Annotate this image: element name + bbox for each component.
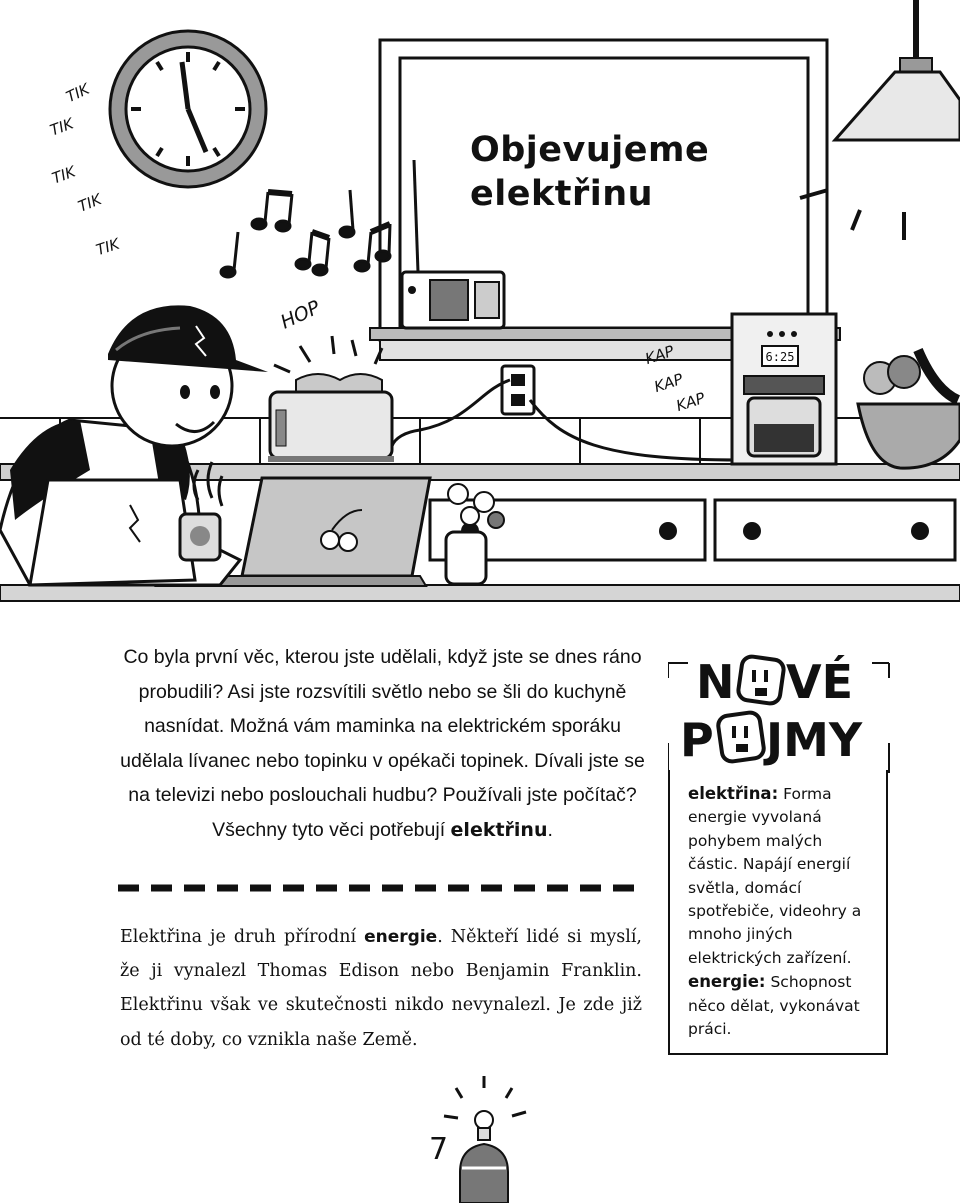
sfx-tik: TIK: [49, 162, 78, 188]
sfx-tik: TIK: [93, 234, 122, 260]
toaster: [268, 336, 394, 462]
wall-clock: [110, 31, 266, 187]
intro-end: .: [547, 818, 553, 841]
face-icon: [737, 655, 785, 704]
title-line-2: elektřinu: [470, 174, 654, 214]
glossary-heading-p: P: [680, 713, 714, 767]
coffee-maker-clock-display: 6:25: [765, 350, 795, 364]
page-title: [470, 128, 770, 216]
glossary-heading-jmy: JMY: [766, 713, 863, 767]
glossary-header: [668, 648, 890, 773]
sfx-tik: TIK: [47, 114, 76, 140]
sfx-tik: TIK: [75, 190, 104, 216]
coffee-maker: [732, 314, 836, 464]
sfx-kap: KAP: [651, 369, 686, 397]
sfx-tik: TIK: [63, 79, 93, 107]
glossary-term: elektřina:: [688, 784, 779, 803]
intro-paragraph: [110, 640, 655, 847]
dashed-divider: [118, 884, 641, 892]
face-icon: [717, 711, 765, 762]
sfx-kap: KAP: [642, 341, 677, 369]
glossary-box: [668, 770, 888, 1055]
body-paragraph: [120, 920, 642, 1057]
light-bulb-icon: [440, 1076, 532, 1203]
intro-keyword: elektřinu: [450, 818, 548, 841]
person: [0, 305, 268, 585]
glossary-heading-ve: VÉ: [786, 655, 854, 709]
glossary-heading-n: N: [696, 655, 735, 709]
body-text-1: Elektřina je druh přírodní: [120, 927, 365, 947]
music-notes: [221, 190, 390, 277]
sfx-kap: KAP: [673, 388, 708, 416]
body-text-2: . Někteří lidé si myslí, že ji vynalezl Thomas Edison nebo Benjamin Franklin. Elektřinu však ve skutečnosti nikdo nevynalezl. Je zde již od té doby, co vznikla naše Země.: [120, 927, 642, 1050]
title-line-1: Objevujeme: [470, 130, 710, 170]
body-keyword: energie: [364, 927, 438, 947]
glossary-term: energie:: [688, 972, 766, 992]
glossary-definition: Forma energie vyvolaná pohybem malých částic. Napájí energií světla, domácí spotřebiče, videohry a mnoho jiných elektrických zařízení.: [688, 785, 862, 967]
glossary-entry: [688, 970, 872, 1041]
sfx-hop: HOP: [277, 296, 324, 334]
intro-text: Co byla první věc, kterou jste udělali, když jste se dnes ráno probudili? Asi jste rozsvítili světlo nebo se šli do kuchyně nasnídat. Možná vám maminka na elektrickém sporáku udělala lívanec nebo topinku v opékači topinek. Dívali jste se na televizi nebo poslouchali hudbu? Používali jste počítač? Všechny tyto věci potřebují: [120, 646, 645, 841]
fruit-bowl: [858, 350, 960, 468]
page-number: 7: [429, 1132, 449, 1167]
glossary-definition: Schopnost něco dělat, vykonávat práci.: [688, 973, 860, 1039]
glossary-entry: [688, 782, 872, 970]
wall-outlet: [392, 366, 740, 460]
